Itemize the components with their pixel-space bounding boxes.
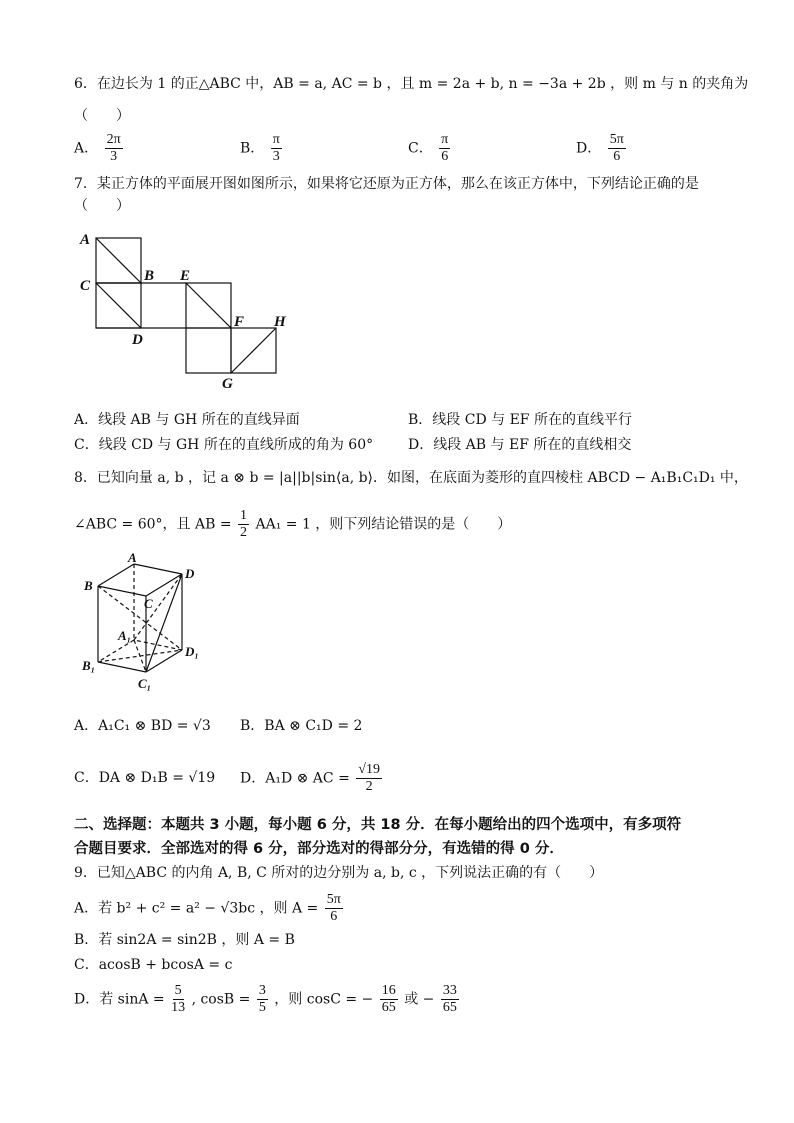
fraction: $\frac{5\pi}{6}$ <box>609 132 624 164</box>
label-d: D <box>132 332 143 348</box>
q8-stem-line2: ∠ABC = 60°，且 AB = $\frac{1}{2}$ AA₁ = 1 ，则下列结论错误的是（ ） <box>74 508 512 540</box>
prism-figure <box>78 552 218 697</box>
fraction: $\frac{\pi}{6}$ <box>441 132 449 164</box>
fraction: $\frac{1}{2}$ <box>240 508 248 540</box>
q7-paren: （ ） <box>74 198 130 214</box>
q6-stem: 6．在边长为 1 的正△ABC 中，AB = a, AC = b ，且 m = 2a + b, n = −3a + 2b ，则 m 与 n 的夹角为 <box>74 76 749 92</box>
fraction: $\frac{5\pi}{6}$ <box>326 892 341 924</box>
label-e: E <box>180 268 191 284</box>
net-square <box>186 328 231 373</box>
segment-ef <box>186 283 231 328</box>
label-g: G <box>222 376 233 388</box>
fraction: $\frac{16}{65}$ <box>381 983 396 1015</box>
q7-option-a: A．线段 AB 与 GH 所在的直线异面 <box>74 412 300 428</box>
label-c: C <box>80 278 91 294</box>
q6-option-a <box>74 132 125 165</box>
option-label: C． <box>408 140 433 157</box>
q6-option-d <box>576 132 628 165</box>
fraction: $\frac{2\pi}{3}$ <box>106 132 121 164</box>
label-b: B <box>84 578 93 593</box>
cube-net-figure <box>74 228 314 388</box>
fraction: $\frac{√19}{2}$ <box>358 762 380 794</box>
q9-option-c: C．acosB + bcosA = c <box>74 957 233 973</box>
q7-stem: 7．某正方体的平面展开图如图所示，如果将它还原为正方体，那么在该正方体中，下列结论正确的是 <box>74 176 699 192</box>
fraction: $\frac{5}{13}$ <box>171 983 186 1015</box>
label-b: B <box>144 268 155 284</box>
label-d1: D₁ <box>185 644 199 659</box>
q6-option-c <box>408 132 452 165</box>
label-c: C <box>144 596 153 611</box>
q8-option-b: B．BA ⊗ C₁D = 2 <box>240 718 363 734</box>
option-label: D． <box>576 140 602 157</box>
q8-option-c: C．DA ⊗ D₁B = √19 <box>74 770 216 786</box>
segment-ab <box>96 238 141 283</box>
q7-option-b: B．线段 CD 与 EF 所在的直线平行 <box>408 412 632 428</box>
q7-option-d: D．线段 AB 与 EF 所在的直线相交 <box>408 437 632 453</box>
label-c1: C₁ <box>138 676 152 691</box>
fraction: $\frac{\pi}{3}$ <box>272 132 280 164</box>
q6-paren: （ ） <box>74 108 130 124</box>
q9-stem: 9．已知△ABC 的内角 A, B, C 所对的边分别为 a, b, c ，下列说法正确的有（ ） <box>74 865 604 881</box>
fraction: $\frac{3}{5}$ <box>258 983 266 1015</box>
q8-option-a: A．A₁C₁ ⊗ BD = √3 <box>74 718 211 734</box>
label-a: A <box>128 552 137 565</box>
q7-option-c: C．线段 CD 与 GH 所在的直线所成的角为 60° <box>74 437 374 453</box>
label-d: D <box>185 566 195 581</box>
segment-cd <box>96 283 141 328</box>
label-h: H <box>274 314 286 330</box>
q6-option-b <box>240 132 284 165</box>
option-label: A． <box>74 140 99 157</box>
label-f: F <box>234 314 245 330</box>
label-a: A <box>80 232 91 248</box>
q8-stem-line1: 8．已知向量 a, b ，记 a ⊗ b = |a||b|sin⟨a, b⟩．如图，在底面为菱形的直四棱柱 ABCD − A₁B₁C₁D₁ 中， <box>74 470 748 486</box>
section2-heading-line1: 二、选择题：本题共 3 小题，每小题 6 分，共 18 分．在每小题给出的四个选项中，有多项符 <box>74 817 682 833</box>
label-a1: A₁ <box>118 628 132 643</box>
segment-gh <box>231 328 276 373</box>
q9-option-b: B．若 sin2A = sin2B ，则 A = B <box>74 932 295 948</box>
q8-option-d: D．A₁D ⊗ AC = $\frac{√19}{2}$ <box>240 762 380 794</box>
section2-heading-line2: 合题目要求．全部选对的得 6 分，部分选对的得部分分，有选错的得 0 分． <box>74 841 564 857</box>
label-b1: B₁ <box>82 658 96 673</box>
option-label: B． <box>240 140 265 157</box>
q9-option-a: A．若 b² + c² = a² − √3bc ，则 A = $\frac{5\pi}{6}$ <box>74 892 341 924</box>
fraction: $\frac{33}{65}$ <box>442 983 457 1015</box>
q9-option-d: D．若 sinA = $\frac{5}{13}$ , cosB = $\frac{3}{5}$ ，则 cosC = − $\frac{16}{65}$ 或 − $\frac{33}{65}$ <box>74 983 457 1015</box>
